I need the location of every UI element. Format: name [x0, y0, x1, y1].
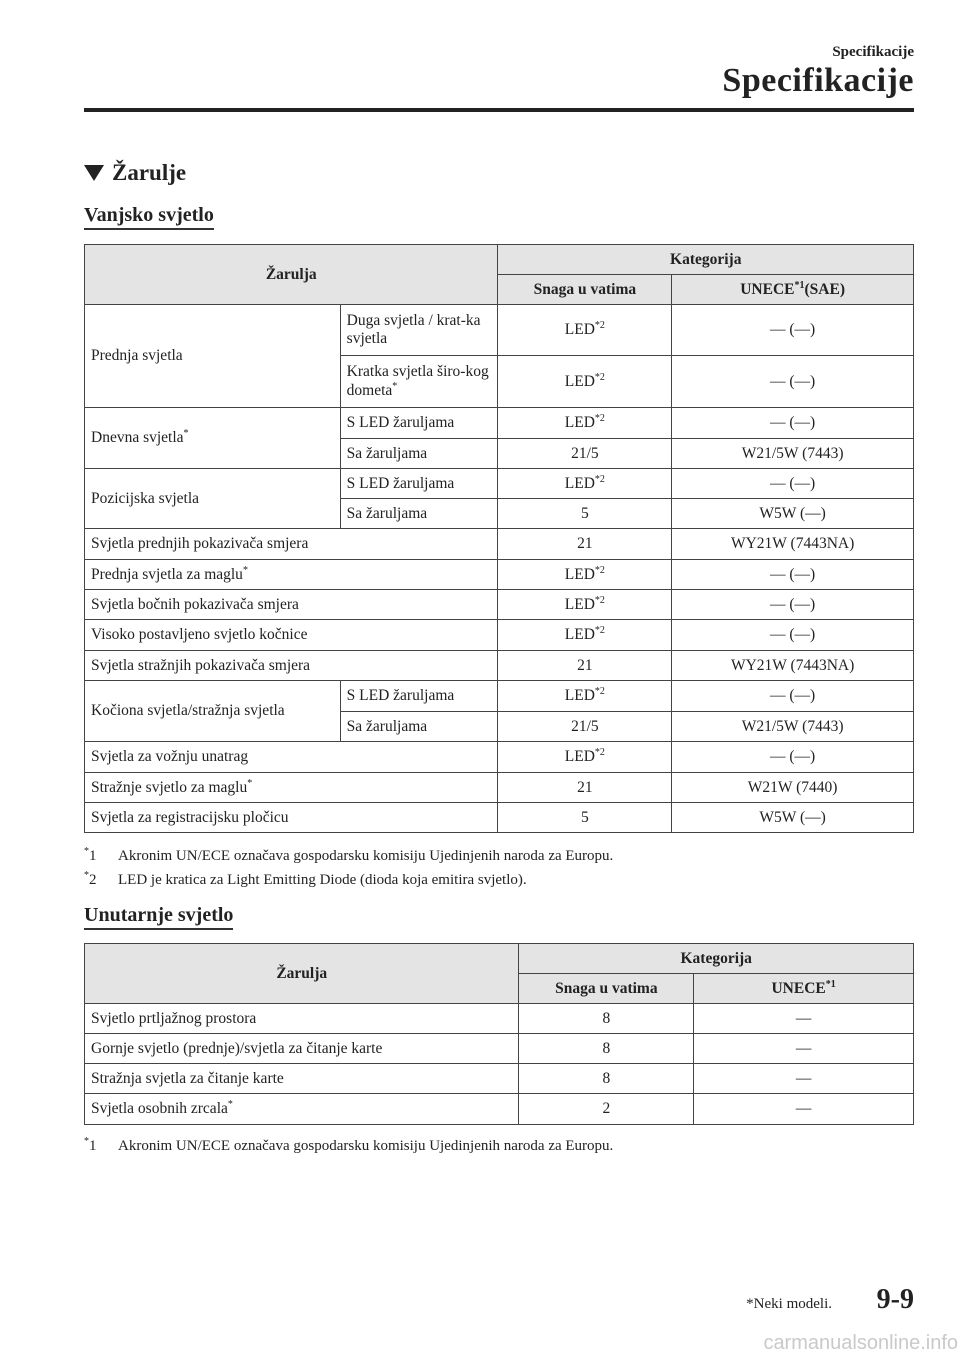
header-rule: [84, 108, 914, 112]
col-bulb: Žarulja: [85, 245, 498, 305]
table-row: Kratka svjetla širo-kog dometa* LED$^{*2}$ — (—): [85, 356, 914, 408]
table-row: Stražnje svjetlo za maglu* 21 W21W (7440): [85, 773, 914, 803]
col-bulb: Žarulja: [85, 944, 519, 1004]
table-row: Gornje svjetlo (prednje)/svjetla za čitanje karte 8 —: [85, 1034, 914, 1064]
table-row: Svjetla bočnih pokazivača smjera LED$^{*2}$ — (—): [85, 590, 914, 620]
col-category: Kategorija: [498, 245, 914, 275]
table-row: Dnevna svjetla* S LED žaruljama LED$^{*2}$ — (—): [85, 408, 914, 439]
header-chapter-small: Specifikacije: [832, 44, 914, 60]
col-watts: Snaga u vatima: [519, 974, 694, 1004]
col-watts: Snaga u vatima: [498, 275, 672, 305]
table-row: Stražnja svjetla za čitanje karte 8 —: [85, 1064, 914, 1094]
table-row: Svjetlo prtljažnog prostora 8 —: [85, 1004, 914, 1034]
table-row: Sa žaruljama 21/5 W21/5W (7443): [85, 712, 914, 742]
col-unece: UNECE$^{*1}$: [694, 974, 914, 1004]
col-unece: UNECE$^{*1}$(SAE): [672, 275, 914, 305]
table-row: Sa žaruljama 5 W5W (—): [85, 499, 914, 529]
table-row: Kočiona svjetla/stražnja svjetla S LED žaruljama LED$^{*2}$ — (—): [85, 681, 914, 712]
table-row: Svjetla za vožnju unatrag LED$^{*2}$ — (—): [85, 742, 914, 773]
page-number: 9-9: [876, 1284, 914, 1315]
exterior-title: Vanjsko svjetlo: [84, 204, 214, 230]
table-row: Visoko postavljeno svjetlo kočnice LED$^{*2}$ — (—): [85, 620, 914, 651]
table-row: Sa žaruljama 21/5 W21/5W (7443): [85, 439, 914, 469]
interior-footnote-1: *1 Akronim UN/ECE označava gospodarsku komisiju Ujedinjenih naroda za Europu.: [84, 1136, 614, 1154]
exterior-footnote-2: *2 LED je kratica za Light Emitting Diode (dioda koja emitira svjetlo).: [84, 870, 527, 888]
table-row: Svjetla stražnjih pokazivača smjera 21 WY21W (7443NA): [85, 651, 914, 681]
table-row: Svjetla za registracijsku pločicu 5 W5W (—): [85, 803, 914, 833]
interior-title: Unutarnje svjetlo: [84, 904, 233, 930]
watermark: carmanualsonline.info: [763, 1332, 958, 1354]
section-title-text: Žarulje: [112, 160, 187, 185]
triangle-down-icon: [84, 165, 104, 181]
table-row: Svjetla osobnih zrcala* 2 —: [85, 1094, 914, 1125]
table-row: Prednja svjetla za maglu* LED$^{*2}$ — (—): [85, 560, 914, 590]
section-title: [84, 160, 186, 186]
footer-note: *Neki modeli.: [746, 1296, 832, 1312]
table-row: Pozicijska svjetla S LED žaruljama LED$^{*2}$ — (—): [85, 469, 914, 499]
header-chapter-title: Specifikacije: [722, 62, 914, 99]
col-category: Kategorija: [519, 944, 914, 974]
table-row: Svjetla prednjih pokazivača smjera 21 WY21W (7443NA): [85, 529, 914, 560]
interior-table: [84, 943, 914, 1125]
exterior-footnote-1: *1 Akronim UN/ECE označava gospodarsku komisiju Ujedinjenih naroda za Europu.: [84, 846, 614, 864]
table-row: Prednja svjetla Duga svjetla / krat-ka svjetla LED$^{*2}$ — (—): [85, 305, 914, 356]
exterior-table: [84, 244, 914, 833]
